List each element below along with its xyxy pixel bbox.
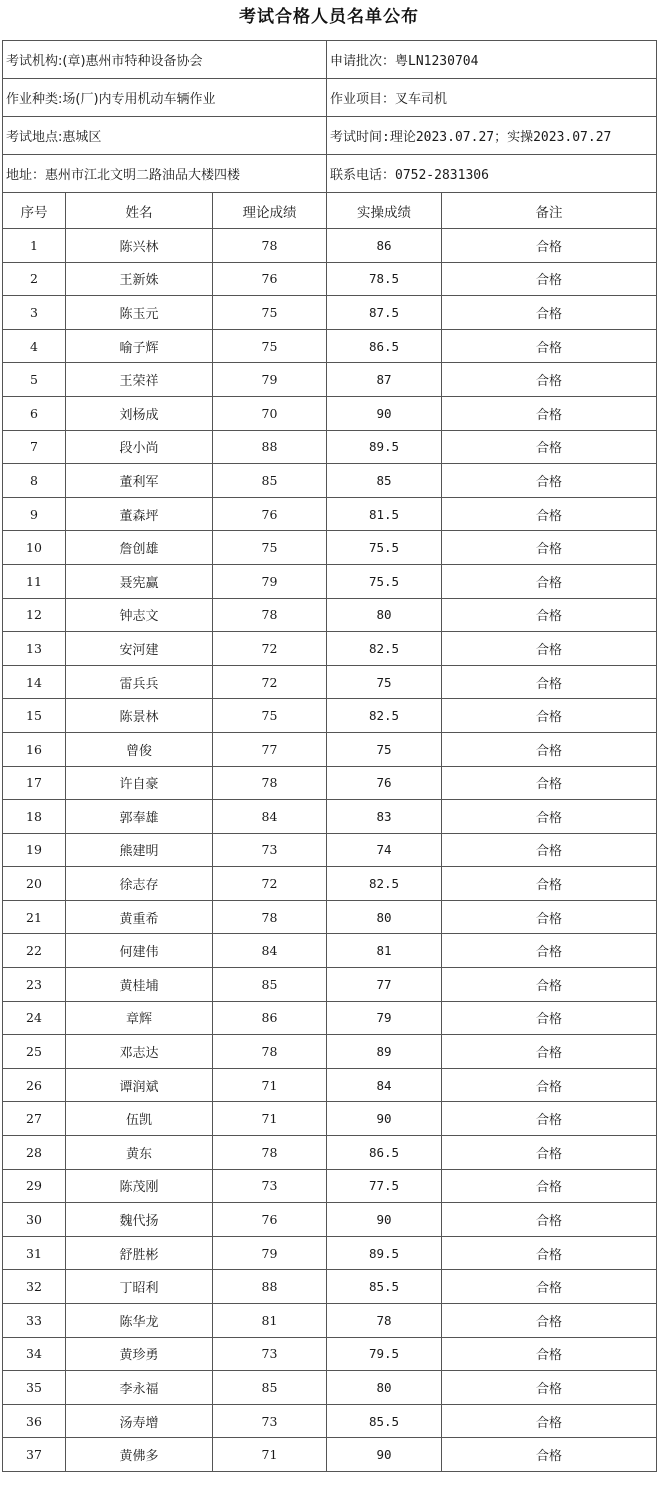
- cell-practice-score: 90: [327, 396, 442, 430]
- cell-theory-score: 72: [213, 632, 327, 666]
- cell-name: 钟志文: [66, 598, 213, 632]
- cell-theory-score: 78: [213, 598, 327, 632]
- application-batch: 申请批次：粤LN1230704: [327, 41, 657, 79]
- cell-no: 16: [3, 732, 66, 766]
- cell-name: 郭奉雄: [66, 800, 213, 834]
- cell-note: 合格: [442, 598, 657, 632]
- table-body: [3, 229, 657, 1472]
- table-row: [3, 430, 657, 464]
- cell-name: 曾俊: [66, 732, 213, 766]
- cell-name: 谭润斌: [66, 1068, 213, 1102]
- column-header-note: 备注: [442, 193, 657, 229]
- cell-name: 刘杨成: [66, 396, 213, 430]
- cell-no: 23: [3, 968, 66, 1002]
- table-row: [3, 1068, 657, 1102]
- cell-note: 合格: [442, 531, 657, 565]
- cell-theory-score: 86: [213, 1001, 327, 1035]
- cell-theory-score: 72: [213, 665, 327, 699]
- cell-no: 5: [3, 363, 66, 397]
- cell-name: 汤寿增: [66, 1404, 213, 1438]
- cell-theory-score: 84: [213, 800, 327, 834]
- cell-theory-score: 79: [213, 1236, 327, 1270]
- table-row: [3, 1270, 657, 1304]
- cell-note: 合格: [442, 1270, 657, 1304]
- cell-note: 合格: [442, 1169, 657, 1203]
- cell-practice-score: 86.5: [327, 329, 442, 363]
- cell-name: 陈华龙: [66, 1304, 213, 1338]
- table-row: [3, 1304, 657, 1338]
- cell-theory-score: 73: [213, 1404, 327, 1438]
- column-header-practice: 实操成绩: [327, 193, 442, 229]
- cell-practice-score: 75.5: [327, 531, 442, 565]
- table-row: [3, 363, 657, 397]
- cell-theory-score: 78: [213, 900, 327, 934]
- cell-note: 合格: [442, 1136, 657, 1170]
- cell-practice-score: 80: [327, 900, 442, 934]
- cell-note: 合格: [442, 430, 657, 464]
- table-row: [3, 296, 657, 330]
- cell-practice-score: 84: [327, 1068, 442, 1102]
- cell-practice-score: 89.5: [327, 1236, 442, 1270]
- cell-practice-score: 82.5: [327, 867, 442, 901]
- cell-no: 12: [3, 598, 66, 632]
- cell-name: 黄东: [66, 1136, 213, 1170]
- cell-name: 陈兴林: [66, 229, 213, 263]
- cell-no: 32: [3, 1270, 66, 1304]
- page-title: 考试合格人员名单公布: [239, 7, 419, 27]
- cell-no: 1: [3, 229, 66, 263]
- info-row-institution: [3, 41, 657, 79]
- table-row: [3, 900, 657, 934]
- cell-theory-score: 88: [213, 430, 327, 464]
- table-row: [3, 732, 657, 766]
- cell-theory-score: 75: [213, 531, 327, 565]
- cell-no: 7: [3, 430, 66, 464]
- cell-no: 25: [3, 1035, 66, 1069]
- cell-practice-score: 75: [327, 732, 442, 766]
- cell-name: 王新姝: [66, 262, 213, 296]
- cell-no: 24: [3, 1001, 66, 1035]
- cell-practice-score: 85.5: [327, 1404, 442, 1438]
- cell-theory-score: 75: [213, 296, 327, 330]
- cell-theory-score: 75: [213, 329, 327, 363]
- info-row-location: [3, 117, 657, 155]
- cell-practice-score: 90: [327, 1203, 442, 1237]
- cell-no: 11: [3, 564, 66, 598]
- cell-practice-score: 81: [327, 934, 442, 968]
- cell-note: 合格: [442, 229, 657, 263]
- cell-no: 20: [3, 867, 66, 901]
- table-row: [3, 1203, 657, 1237]
- table-row: [3, 968, 657, 1002]
- cell-practice-score: 81.5: [327, 497, 442, 531]
- table-row: [3, 464, 657, 498]
- cell-practice-score: 82.5: [327, 699, 442, 733]
- cell-no: 31: [3, 1236, 66, 1270]
- table-row: [3, 1404, 657, 1438]
- cell-theory-score: 78: [213, 229, 327, 263]
- cell-name: 魏代扬: [66, 1203, 213, 1237]
- cell-name: 喻子辉: [66, 329, 213, 363]
- cell-note: 合格: [442, 497, 657, 531]
- cell-practice-score: 78.5: [327, 262, 442, 296]
- cell-theory-score: 72: [213, 867, 327, 901]
- cell-theory-score: 78: [213, 1136, 327, 1170]
- cell-no: 14: [3, 665, 66, 699]
- cell-practice-score: 77: [327, 968, 442, 1002]
- cell-theory-score: 71: [213, 1438, 327, 1472]
- cell-no: 34: [3, 1337, 66, 1371]
- cell-practice-score: 86: [327, 229, 442, 263]
- cell-note: 合格: [442, 665, 657, 699]
- table-row: [3, 564, 657, 598]
- cell-practice-score: 74: [327, 833, 442, 867]
- cell-note: 合格: [442, 396, 657, 430]
- cell-theory-score: 73: [213, 1169, 327, 1203]
- table-row: [3, 934, 657, 968]
- cell-theory-score: 76: [213, 262, 327, 296]
- table-row: [3, 1035, 657, 1069]
- cell-theory-score: 70: [213, 396, 327, 430]
- cell-name: 丁昭利: [66, 1270, 213, 1304]
- info-row-address: [3, 155, 657, 193]
- cell-note: 合格: [442, 329, 657, 363]
- cell-practice-score: 86.5: [327, 1136, 442, 1170]
- cell-name: 雷兵兵: [66, 665, 213, 699]
- table-row: [3, 665, 657, 699]
- cell-theory-score: 81: [213, 1304, 327, 1338]
- cell-no: 4: [3, 329, 66, 363]
- cell-note: 合格: [442, 1304, 657, 1338]
- cell-no: 15: [3, 699, 66, 733]
- job-type: 作业种类:场(厂)内专用机动车辆作业: [3, 79, 327, 117]
- table-row: [3, 229, 657, 263]
- cell-note: 合格: [442, 867, 657, 901]
- cell-no: 8: [3, 464, 66, 498]
- cell-theory-score: 76: [213, 497, 327, 531]
- cell-practice-score: 75.5: [327, 564, 442, 598]
- cell-practice-score: 77.5: [327, 1169, 442, 1203]
- cell-name: 董利军: [66, 464, 213, 498]
- cell-theory-score: 73: [213, 1337, 327, 1371]
- table-row: [3, 1102, 657, 1136]
- cell-no: 19: [3, 833, 66, 867]
- exam-time: 考试时间:理论2023.07.27；实操2023.07.27: [327, 117, 657, 155]
- cell-practice-score: 89.5: [327, 430, 442, 464]
- cell-no: 27: [3, 1102, 66, 1136]
- table-row: [3, 1337, 657, 1371]
- cell-note: 合格: [442, 900, 657, 934]
- cell-note: 合格: [442, 1203, 657, 1237]
- cell-theory-score: 79: [213, 363, 327, 397]
- results-table: [2, 40, 657, 1472]
- cell-note: 合格: [442, 1438, 657, 1472]
- cell-theory-score: 88: [213, 1270, 327, 1304]
- cell-note: 合格: [442, 1001, 657, 1035]
- info-row-job: [3, 79, 657, 117]
- cell-no: 30: [3, 1203, 66, 1237]
- cell-name: 安河建: [66, 632, 213, 666]
- cell-practice-score: 79.5: [327, 1337, 442, 1371]
- table-row: [3, 497, 657, 531]
- table-row: [3, 396, 657, 430]
- table-row: [3, 262, 657, 296]
- table-row: [3, 833, 657, 867]
- cell-no: 28: [3, 1136, 66, 1170]
- cell-name: 黄珍勇: [66, 1337, 213, 1371]
- cell-name: 陈茂刚: [66, 1169, 213, 1203]
- cell-name: 黄桂埔: [66, 968, 213, 1002]
- cell-theory-score: 71: [213, 1102, 327, 1136]
- cell-theory-score: 76: [213, 1203, 327, 1237]
- cell-note: 合格: [442, 833, 657, 867]
- cell-note: 合格: [442, 968, 657, 1002]
- cell-theory-score: 75: [213, 699, 327, 733]
- table-row: [3, 699, 657, 733]
- job-item: 作业项目：叉车司机: [327, 79, 657, 117]
- cell-note: 合格: [442, 1337, 657, 1371]
- cell-practice-score: 80: [327, 598, 442, 632]
- table-row: [3, 632, 657, 666]
- cell-name: 陈景林: [66, 699, 213, 733]
- cell-note: 合格: [442, 1371, 657, 1405]
- cell-name: 王荣祥: [66, 363, 213, 397]
- cell-name: 徐志存: [66, 867, 213, 901]
- table-row: [3, 598, 657, 632]
- cell-name: 董森坪: [66, 497, 213, 531]
- cell-no: 3: [3, 296, 66, 330]
- cell-note: 合格: [442, 632, 657, 666]
- cell-name: 黄重希: [66, 900, 213, 934]
- cell-note: 合格: [442, 564, 657, 598]
- exam-institution: 考试机构:(章)惠州市特种设备协会: [3, 41, 327, 79]
- cell-theory-score: 85: [213, 1371, 327, 1405]
- cell-no: 37: [3, 1438, 66, 1472]
- cell-no: 2: [3, 262, 66, 296]
- cell-note: 合格: [442, 296, 657, 330]
- cell-name: 詹创雄: [66, 531, 213, 565]
- cell-no: 18: [3, 800, 66, 834]
- cell-note: 合格: [442, 363, 657, 397]
- cell-no: 36: [3, 1404, 66, 1438]
- cell-theory-score: 78: [213, 1035, 327, 1069]
- cell-name: 聂宪赢: [66, 564, 213, 598]
- cell-no: 17: [3, 766, 66, 800]
- cell-no: 35: [3, 1371, 66, 1405]
- cell-no: 29: [3, 1169, 66, 1203]
- cell-name: 李永福: [66, 1371, 213, 1405]
- cell-practice-score: 82.5: [327, 632, 442, 666]
- cell-name: 邓志达: [66, 1035, 213, 1069]
- cell-note: 合格: [442, 934, 657, 968]
- cell-name: 黄佛多: [66, 1438, 213, 1472]
- cell-practice-score: 79: [327, 1001, 442, 1035]
- table-row: [3, 1001, 657, 1035]
- cell-practice-score: 90: [327, 1102, 442, 1136]
- cell-note: 合格: [442, 1404, 657, 1438]
- table-row: [3, 1136, 657, 1170]
- table-row: [3, 1438, 657, 1472]
- cell-note: 合格: [442, 699, 657, 733]
- cell-practice-score: 85: [327, 464, 442, 498]
- cell-name: 熊建明: [66, 833, 213, 867]
- cell-practice-score: 90: [327, 1438, 442, 1472]
- cell-note: 合格: [442, 262, 657, 296]
- table-row: [3, 800, 657, 834]
- cell-practice-score: 87.5: [327, 296, 442, 330]
- table-row: [3, 329, 657, 363]
- cell-note: 合格: [442, 800, 657, 834]
- cell-name: 何建伟: [66, 934, 213, 968]
- table-row: [3, 1169, 657, 1203]
- table-row: [3, 766, 657, 800]
- cell-note: 合格: [442, 732, 657, 766]
- cell-note: 合格: [442, 1035, 657, 1069]
- cell-no: 13: [3, 632, 66, 666]
- cell-no: 6: [3, 396, 66, 430]
- cell-theory-score: 85: [213, 464, 327, 498]
- cell-no: 21: [3, 900, 66, 934]
- cell-no: 10: [3, 531, 66, 565]
- cell-practice-score: 80: [327, 1371, 442, 1405]
- cell-note: 合格: [442, 1068, 657, 1102]
- cell-note: 合格: [442, 1236, 657, 1270]
- cell-practice-score: 85.5: [327, 1270, 442, 1304]
- cell-no: 33: [3, 1304, 66, 1338]
- cell-theory-score: 79: [213, 564, 327, 598]
- cell-theory-score: 78: [213, 766, 327, 800]
- cell-theory-score: 84: [213, 934, 327, 968]
- table-row: [3, 1236, 657, 1270]
- cell-note: 合格: [442, 1102, 657, 1136]
- table-row: [3, 1371, 657, 1405]
- cell-name: 陈玉元: [66, 296, 213, 330]
- cell-practice-score: 87: [327, 363, 442, 397]
- cell-theory-score: 71: [213, 1068, 327, 1102]
- table-row: [3, 867, 657, 901]
- cell-theory-score: 85: [213, 968, 327, 1002]
- address: 地址：惠州市江北文明二路油品大楼四楼: [3, 155, 327, 193]
- cell-practice-score: 89: [327, 1035, 442, 1069]
- cell-note: 合格: [442, 464, 657, 498]
- cell-name: 舒胜彬: [66, 1236, 213, 1270]
- contact-phone: 联系电话：0752-2831306: [327, 155, 657, 193]
- cell-no: 26: [3, 1068, 66, 1102]
- cell-practice-score: 75: [327, 665, 442, 699]
- cell-theory-score: 77: [213, 732, 327, 766]
- cell-name: 伍凯: [66, 1102, 213, 1136]
- table-header-row: [3, 193, 657, 229]
- cell-practice-score: 83: [327, 800, 442, 834]
- cell-practice-score: 78: [327, 1304, 442, 1338]
- cell-name: 章辉: [66, 1001, 213, 1035]
- column-header-no: 序号: [3, 193, 66, 229]
- cell-note: 合格: [442, 766, 657, 800]
- column-header-name: 姓名: [66, 193, 213, 229]
- cell-no: 9: [3, 497, 66, 531]
- cell-name: 段小尚: [66, 430, 213, 464]
- cell-name: 许自豪: [66, 766, 213, 800]
- cell-theory-score: 73: [213, 833, 327, 867]
- exam-location: 考试地点:惠城区: [3, 117, 327, 155]
- cell-practice-score: 76: [327, 766, 442, 800]
- column-header-theory: 理论成绩: [213, 193, 327, 229]
- table-row: [3, 531, 657, 565]
- cell-no: 22: [3, 934, 66, 968]
